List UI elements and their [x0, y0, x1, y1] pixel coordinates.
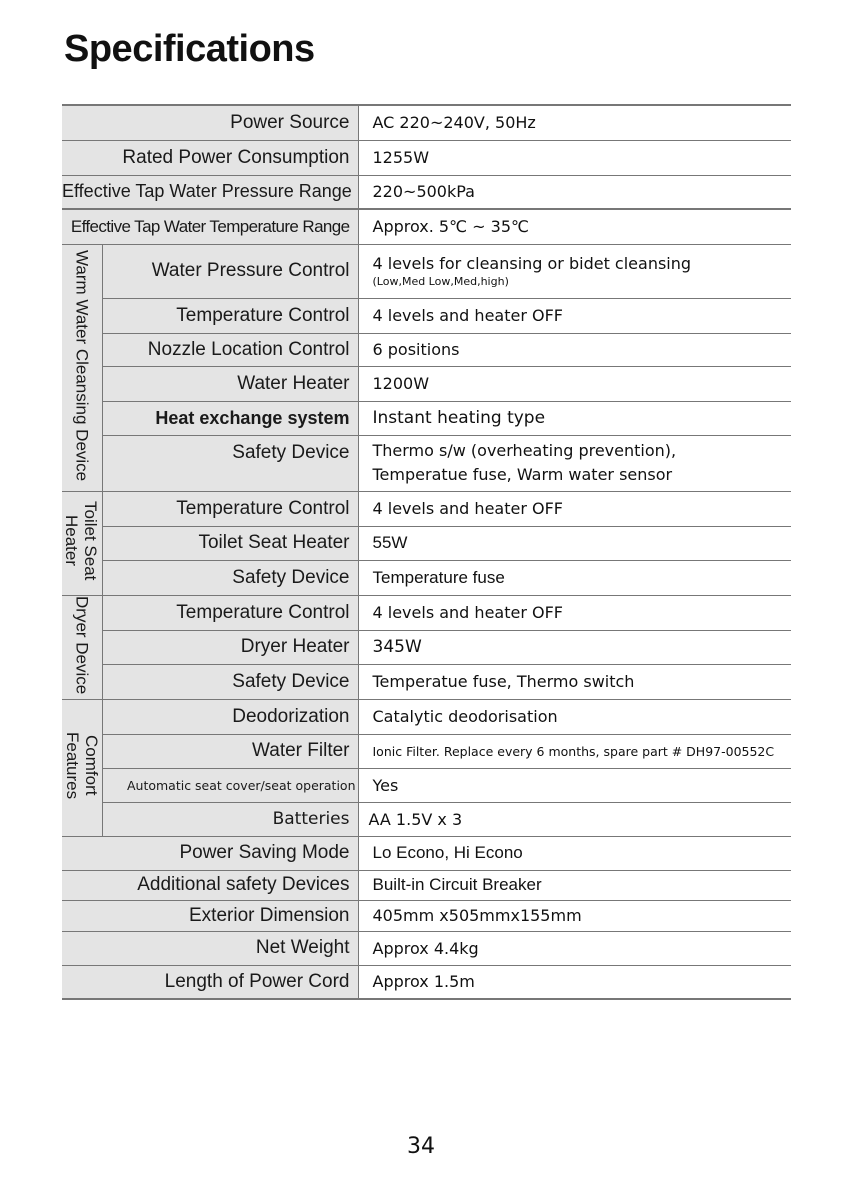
table-row [62, 244, 791, 298]
table-row [62, 768, 791, 802]
row-value: Built-in Circuit Breaker [358, 870, 791, 900]
row-value: 4 levels and heater OFF [358, 491, 791, 526]
row-value: Temperature fuse [358, 560, 791, 595]
page-title: Specifications [64, 28, 315, 70]
row-label: Power Saving Mode [62, 836, 358, 870]
group-warm-water-cleansing [62, 244, 102, 491]
row-value: 1255W [358, 140, 791, 175]
row-label: Safety Device [102, 664, 358, 699]
row-label: Water Pressure Control [102, 244, 358, 298]
table-row [62, 664, 791, 699]
table-row [62, 802, 791, 836]
row-label: Dryer Heater [102, 630, 358, 664]
table-row [62, 526, 791, 560]
row-value: Ionic Filter. Replace every 6 months, spare part # DH97-00552C [358, 734, 791, 768]
table-row [62, 298, 791, 333]
table-row [62, 595, 791, 630]
table-row [62, 366, 791, 401]
table-row [62, 105, 791, 140]
group-label: Dryer Device [72, 595, 92, 695]
table-row [62, 401, 791, 435]
table-row [62, 870, 791, 900]
table-row [62, 435, 791, 491]
specifications-table [62, 104, 791, 1000]
row-value: 55W [358, 526, 791, 560]
row-value: 4 levels and heater OFF [358, 298, 791, 333]
row-value: AA 1.5V x 3 [358, 802, 791, 836]
table-row [62, 699, 791, 734]
row-value: Approx. 5℃ ~ 35℃ [358, 209, 791, 244]
row-value: Approx 1.5m [358, 965, 791, 999]
table-row [62, 630, 791, 664]
row-label: Exterior Dimension [62, 900, 358, 931]
value-line: Temperatue fuse, Warm water sensor [372, 465, 673, 484]
table-row [62, 491, 791, 526]
row-label: Rated Power Consumption [62, 140, 358, 175]
table-row [62, 140, 791, 175]
group-comfort-features [62, 699, 102, 836]
group-label: Toilet Seat Heater [61, 501, 100, 581]
row-value: 1200W [358, 366, 791, 401]
row-value: Lo Econo, Hi Econo [358, 836, 791, 870]
row-label: Length of Power Cord [62, 965, 358, 999]
row-label: Safety Device [102, 560, 358, 595]
value-note: (Low,Med Low,Med,high) [372, 275, 509, 288]
table-row [62, 965, 791, 999]
row-label: Water Heater [102, 366, 358, 401]
table-row [62, 175, 791, 209]
row-label: Nozzle Location Control [102, 333, 358, 366]
row-value: 4 levels and heater OFF [358, 595, 791, 630]
row-value: Catalytic deodorisation [358, 699, 791, 734]
row-label: Toilet Seat Heater [102, 526, 358, 560]
row-value: Instant heating type [358, 401, 791, 435]
row-label: Water Filter [102, 734, 358, 768]
row-label: Deodorization [102, 699, 358, 734]
row-value: Approx 4.4kg [358, 931, 791, 965]
row-value [358, 244, 791, 298]
row-value: Temperatue fuse, Thermo switch [358, 664, 791, 699]
table-row [62, 209, 791, 244]
group-toilet-seat-heater [62, 491, 102, 595]
table-row [62, 931, 791, 965]
row-value: 220~500kPa [358, 175, 791, 209]
table-row [62, 560, 791, 595]
row-value: 6 positions [358, 333, 791, 366]
table-row [62, 734, 791, 768]
row-label: Power Source [62, 105, 358, 140]
page-number: 34 [407, 1134, 435, 1159]
value-main: 4 levels for cleansing or bidet cleansing [372, 254, 692, 273]
value-line: Thermo s/w (overheating prevention), [372, 441, 677, 460]
row-label: Automatic seat cover/seat operation [102, 768, 358, 802]
row-label: Batteries [102, 802, 358, 836]
row-label: Effective Tap Water Pressure Range [62, 175, 358, 209]
row-label: Heat exchange system [102, 401, 358, 435]
row-value: Yes [358, 768, 791, 802]
table-row [62, 333, 791, 366]
row-label: Temperature Control [102, 491, 358, 526]
group-label: Warm Water Cleansing Device [72, 249, 92, 482]
group-dryer-device [62, 595, 102, 699]
table-row [62, 900, 791, 931]
table-row [62, 836, 791, 870]
row-label: Temperature Control [102, 595, 358, 630]
row-value [358, 435, 791, 491]
row-value: 405mm x505mmx155mm [358, 900, 791, 931]
row-label: Effective Tap Water Temperature Range [62, 209, 358, 244]
row-value: 345W [358, 630, 791, 664]
row-label: Net Weight [62, 931, 358, 965]
row-label: Additional safety Devices [62, 870, 358, 900]
group-label: Comfort Features [62, 731, 101, 800]
row-value: AC 220~240V, 50Hz [358, 105, 791, 140]
row-label: Safety Device [102, 435, 358, 491]
row-label: Temperature Control [102, 298, 358, 333]
